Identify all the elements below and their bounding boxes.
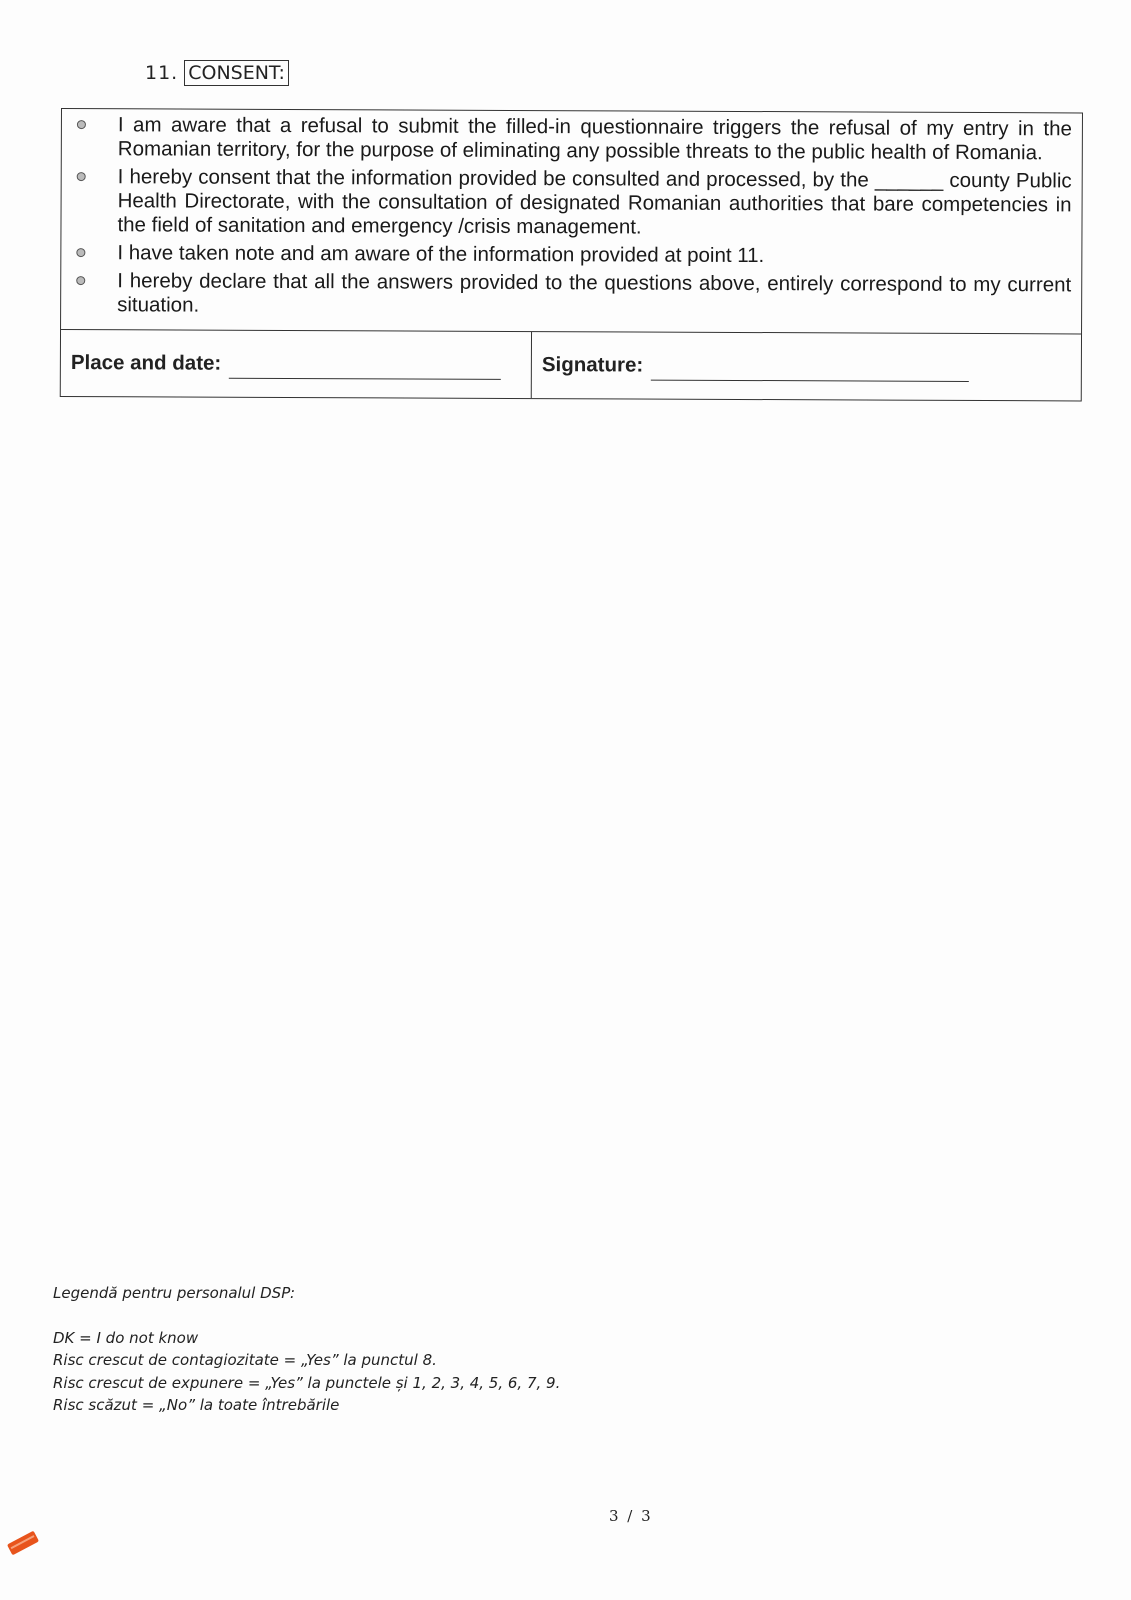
consent-item-text: I have taken note and am aware of the information provided at point 11. — [117, 241, 765, 268]
legend-line: Risc crescut de expunere = „Yes” la punctele și 1, 2, 3, 4, 5, 6, 7, 9. — [53, 1373, 561, 1392]
bullet-icon — [76, 276, 85, 285]
consent-item — [71, 165, 1071, 241]
bullet-icon — [77, 120, 86, 129]
place-date-field[interactable] — [229, 359, 501, 379]
legend-line: Risc crescut de contagiozitate = „Yes” la punctul 8. — [53, 1351, 437, 1369]
signature-label: Signature: — [541, 353, 644, 377]
signature-row — [61, 329, 1081, 400]
legend-line: DK = I do not know — [53, 1328, 199, 1347]
consent-item — [71, 241, 1071, 269]
section-number: 11. — [145, 62, 179, 84]
consent-list — [61, 109, 1082, 333]
bullet-icon — [76, 248, 85, 257]
legend — [53, 1282, 560, 1417]
page-number: 3 / 3 — [609, 1507, 653, 1525]
legend-title: Legendă pentru personalul DSP: — [53, 1284, 296, 1302]
consent-item — [71, 269, 1071, 321]
scanner-logo-icon — [4, 1531, 42, 1555]
place-date-label: Place and date: — [70, 351, 222, 375]
consent-item-text: I hereby consent that the information provided be consulted and processed, by the ______ county Public Health Directorate, with the consultation of designated Romanian authorities that bare competencies in the field of sanitation and emergency /crisis management. — [117, 165, 1072, 239]
signature-cell — [531, 332, 1081, 400]
bullet-icon — [77, 172, 86, 181]
section-heading — [145, 60, 289, 86]
section-title: CONSENT: — [184, 60, 289, 86]
consent-item — [72, 113, 1072, 165]
consent-item-text: I hereby declare that all the answers provided to the questions above, entirely correspond to my current situation. — [117, 269, 1072, 317]
signature-field[interactable] — [651, 361, 969, 381]
legend-line: Risc scăzut = „No” la toate întrebările — [53, 1396, 340, 1414]
consent-item-text: I am aware that a refusal to submit the filled-in questionnaire triggers the refusal of my entry in the Romanian territory, for the purpose of eliminating any possible threats to the public health of Romania. — [117, 113, 1072, 165]
consent-table — [60, 108, 1083, 401]
place-date-cell — [61, 330, 531, 398]
